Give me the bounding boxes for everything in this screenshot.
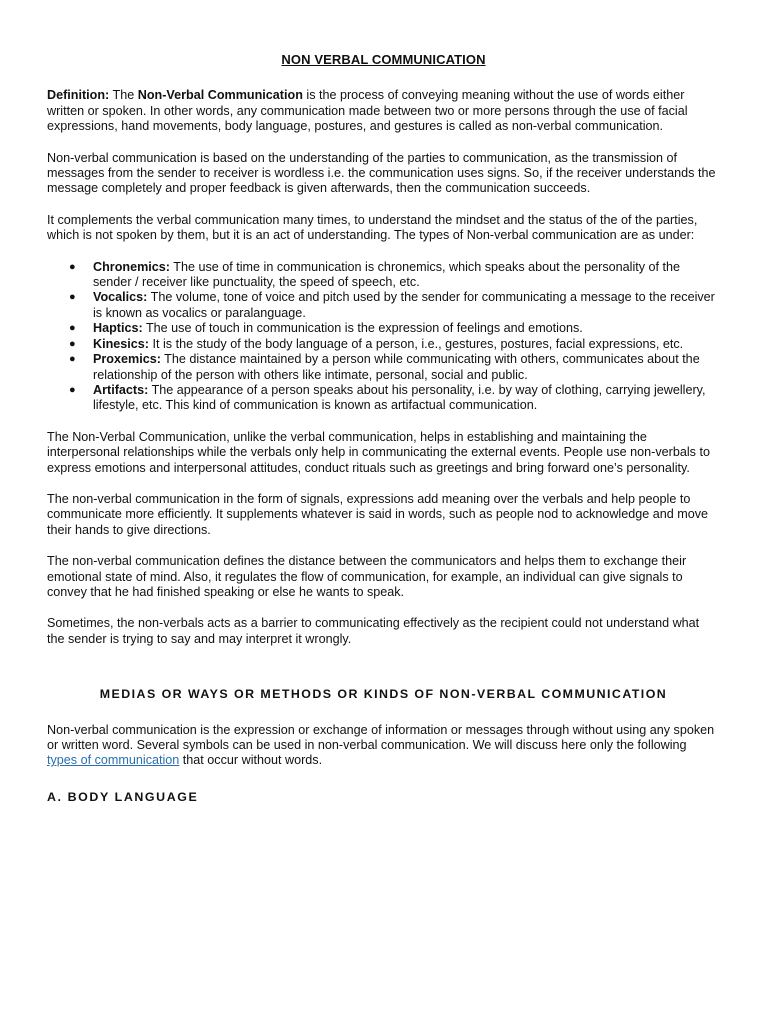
list-item	[47, 290, 720, 321]
bullet-icon: ●	[69, 291, 76, 304]
definition-text-b: is the process of conveying meaning without the use of words either written or spoken. In other words, any communication made between two or more persons through the use of facial expressions, hand movements, body language, postures, and gestures is called as non-verbal communication.	[47, 88, 688, 134]
type-text: The distance maintained by a person while communicating with others, communicates about the relationship of the person with others like intimate, personal, social and public.	[93, 352, 700, 382]
document-title: NON VERBAL COMMUNICATION	[281, 52, 486, 67]
bullet-icon: ●	[69, 353, 76, 366]
signals-paragraph: The non-verbal communication in the form of signals, expressions add meaning over the verbals and help people to communicate more efficiently. It supplements whatever is said in words, such as people nod to acknowledge and move their hands to give directions.	[47, 491, 709, 537]
body-language-heading: A. BODY LANGUAGE	[47, 789, 199, 804]
section-heading: MEDIAS OR WAYS OR METHODS OR KINDS OF NON-VERBAL COMMUNICATION	[99, 687, 668, 702]
distance-paragraph: The non-verbal communication defines the distance between the communicators and helps them to exchange their emotional state of mind. Also, it regulates the flow of communication, for example, an individual can give signals to convey that he had finished speaking or else he wants to speak.	[47, 554, 687, 599]
list-item	[47, 260, 720, 291]
type-text: The use of time in communication is chronemics, which speaks about the personality of the sender / receiver like punctuality, the speed of speech, etc.	[93, 259, 681, 290]
type-text: It is the study of the body language of a person, i.e., gestures, postures, facial expressions, etc.	[149, 336, 684, 351]
type-term: Artifacts:	[93, 382, 149, 397]
basis-paragraph: Non-verbal communication is based on the understanding of the parties to communication, as the transmission of messages from the sender to receiver is wordless i.e. the communication uses signs. So, if the receiver understands the message completely and proper feedback is given afterwards, then the communication succeeds.	[47, 150, 716, 196]
type-term: Kinesics:	[93, 336, 149, 351]
types-of-communication-link[interactable]: types of communication	[47, 753, 180, 768]
type-term: Chronemics:	[93, 259, 170, 274]
list-item	[47, 337, 720, 352]
list-item	[47, 321, 720, 336]
barrier-paragraph: Sometimes, the non-verbals acts as a barrier to communicating effectively as the recipient could not understand what the sender is trying to say and may interpret it wrongly.	[47, 616, 700, 646]
list-item	[47, 352, 720, 383]
type-text: The use of touch in communication is the expression of feelings and emotions.	[142, 321, 583, 336]
bullet-icon: ●	[69, 322, 76, 335]
type-term: Haptics:	[93, 321, 143, 336]
relationships-paragraph: The Non-Verbal Communication, unlike the verbal communication, helps in establishing and maintaining the interpersonal relationships while the verbals only help in communicating the external events. People use non-verbals to express emotions and interpersonal attitudes, conduct rituals such as greetings and bring forward one’s personality.	[47, 429, 710, 475]
intro-paragraph	[47, 723, 720, 769]
type-text: The appearance of a person speaks about his personality, i.e. by way of clothing, carrying jewellery, lifestyle, etc. This kind of communication is known as artifactual communication.	[93, 382, 706, 413]
bullet-icon: ●	[69, 260, 76, 273]
definition-paragraph	[47, 88, 720, 134]
intro-text-a: Non-verbal communication is the expression or exchange of information or messages through without using any spoken or written word. Several symbols can be used in non-verbal communication. We will discuss here only the following	[47, 722, 715, 752]
complements-paragraph: It complements the verbal communication many times, to understand the mindset and the status of the of the parties, which is not spoken by them, but it is an act of understanding. The types of Non-verbal communication are as under:	[47, 212, 698, 243]
definition-label: Definition:	[47, 88, 110, 103]
type-term: Vocalics:	[93, 290, 148, 305]
intro-text-b: that occur without words.	[179, 753, 323, 768]
bullet-icon: ●	[69, 383, 76, 396]
bullet-icon: ●	[69, 337, 76, 350]
definition-term: Non-Verbal Communication	[137, 88, 303, 103]
type-term: Proxemics:	[93, 352, 161, 367]
types-list	[47, 260, 720, 414]
list-item	[47, 383, 720, 414]
type-text: The volume, tone of voice and pitch used by the sender for communicating a message to the receiver is known as vocalics or paralanguage.	[93, 290, 715, 320]
definition-text-a: The	[109, 88, 138, 103]
